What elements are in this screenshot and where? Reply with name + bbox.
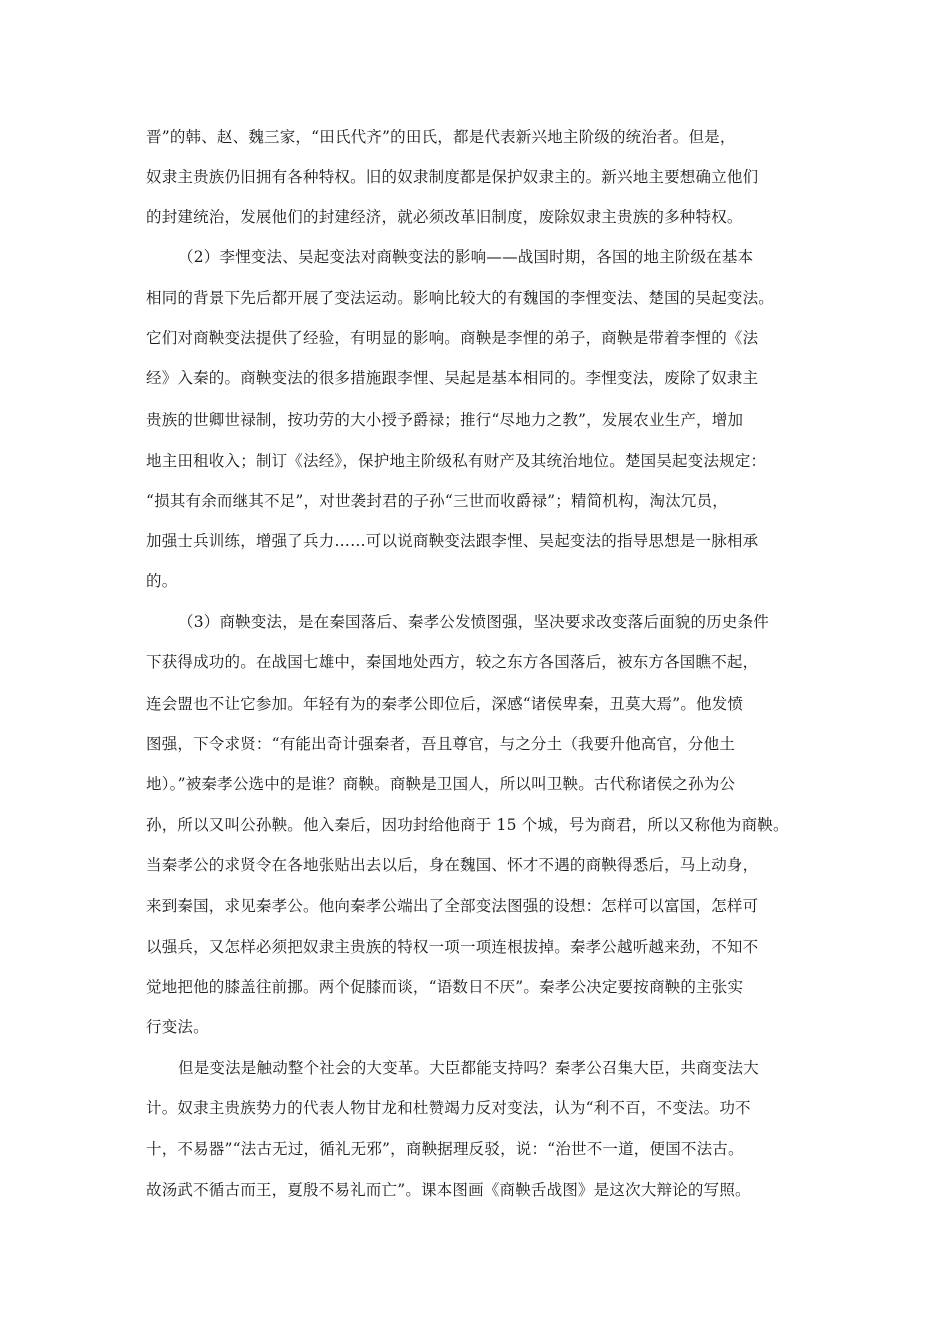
text-line: 相同的背景下先后都开展了变法运动。影响比较大的有魏国的李悝变法、楚国的吴起变法。 [146,289,775,307]
text-line: 但是变法是触动整个社会的大变革。大臣都能支持吗？秦孝公召集大臣，共商变法大 [178,1059,759,1077]
text-line: 故汤武不循古而王，夏殷不易礼而亡”。课本图画《商鞅舌战图》是这次大辩论的写照。 [146,1181,751,1199]
text-line: 来到秦国，求见秦孝公。他向秦孝公端出了全部变法图强的设想：怎样可以富国，怎样可 [146,897,759,915]
text-line: “损其有余而继其不足”，对世袭封君的子孙“三世而收爵禄”；精简机构，淘汰冗员， [146,492,728,510]
text-line: 加强士兵训练，增强了兵力……可以说商鞅变法跟李悝、吴起变法的指导思想是一脉相承 [146,532,759,550]
text-line: 下获得成功的。在战国七雄中，秦国地处西方，较之东方各国落后，被东方各国瞧不起， [146,653,759,671]
text-line: 以强兵，又怎样必须把奴隶主贵族的特权一项一项连根拔掉。秦孝公越听越来劲，不知不 [146,938,759,956]
text-line: 它们对商鞅变法提供了经验，有明显的影响。商鞅是李悝的弟子，商鞅是带着李悝的《法 [146,329,759,347]
text-line: 图强，下令求贤：“有能出奇计强秦者，吾且尊官，与之分土（我要升他高官，分他土 [146,735,736,753]
text-line: （3）商鞅变法，是在秦国落后、秦孝公发愤图强，坚决要求改变落后面貌的历史条件 [178,613,769,631]
text-line: 当秦孝公的求贤令在各地张贴出去以后，身在魏国、怀才不遇的商鞅得悉后，马上动身， [146,856,759,874]
text-line: 晋”的韩、赵、魏三家，“田氏代齐”的田氏，都是代表新兴地主阶级的统治者。但是， [146,128,736,146]
text-line: 奴隶主贵族仍旧拥有各种特权。旧的奴隶制度都是保护奴隶主的。新兴地主要想确立他们 [146,168,759,186]
text-line: 计。奴隶主贵族势力的代表人物甘龙和杜赞竭力反对变法，认为“利不百，不变法。功不 [146,1099,751,1117]
text-line: 觉地把他的膝盖往前挪。两个促膝而谈，“语数日不厌”。秦孝公决定要按商鞅的主张实 [146,978,744,996]
text-line: 孙，所以又叫公孙鞅。他入秦后，因功封给他商于 15 个城，号为商君，所以又称他为商鞅。 [146,816,789,834]
text-line: （2）李悝变法、吴起变法对商鞅变法的影响——战国时期，各国的地主阶级在基本 [178,248,754,266]
text-line: 连会盟也不让它参加。年轻有为的秦孝公即位后，深感“诸侯卑秦，丑莫大焉”。他发愤 [146,695,744,713]
text-line: 地主田租收入；制订《法经》，保护地主阶级私有财产及其统治地位。楚国吴起变法规定： [146,452,767,470]
text-line: 的。 [146,572,178,590]
text-line: 十，不易器”“法古无过，循礼无邪”，商鞅据理反驳，说：“治世不一道，便国不法古。 [146,1140,744,1158]
text-line: 行变法。 [146,1018,209,1036]
text-line: 贵族的世卿世禄制，按功劳的大小授予爵禄；推行“尽地力之教”，发展农业生产，增加 [146,411,744,429]
text-line: 地）。”被秦孝公选中的是谁？商鞅。商鞅是卫国人，所以叫卫鞅。古代称诸侯之孙为公 [146,775,736,793]
text-line: 经》入秦的。商鞅变法的很多措施跟李悝、吴起是基本相同的。李悝变法，废除了奴隶主 [146,369,759,387]
text-line: 的封建统治，发展他们的封建经济，就必须改革旧制度，废除奴隶主贵族的多种特权。 [146,208,743,226]
